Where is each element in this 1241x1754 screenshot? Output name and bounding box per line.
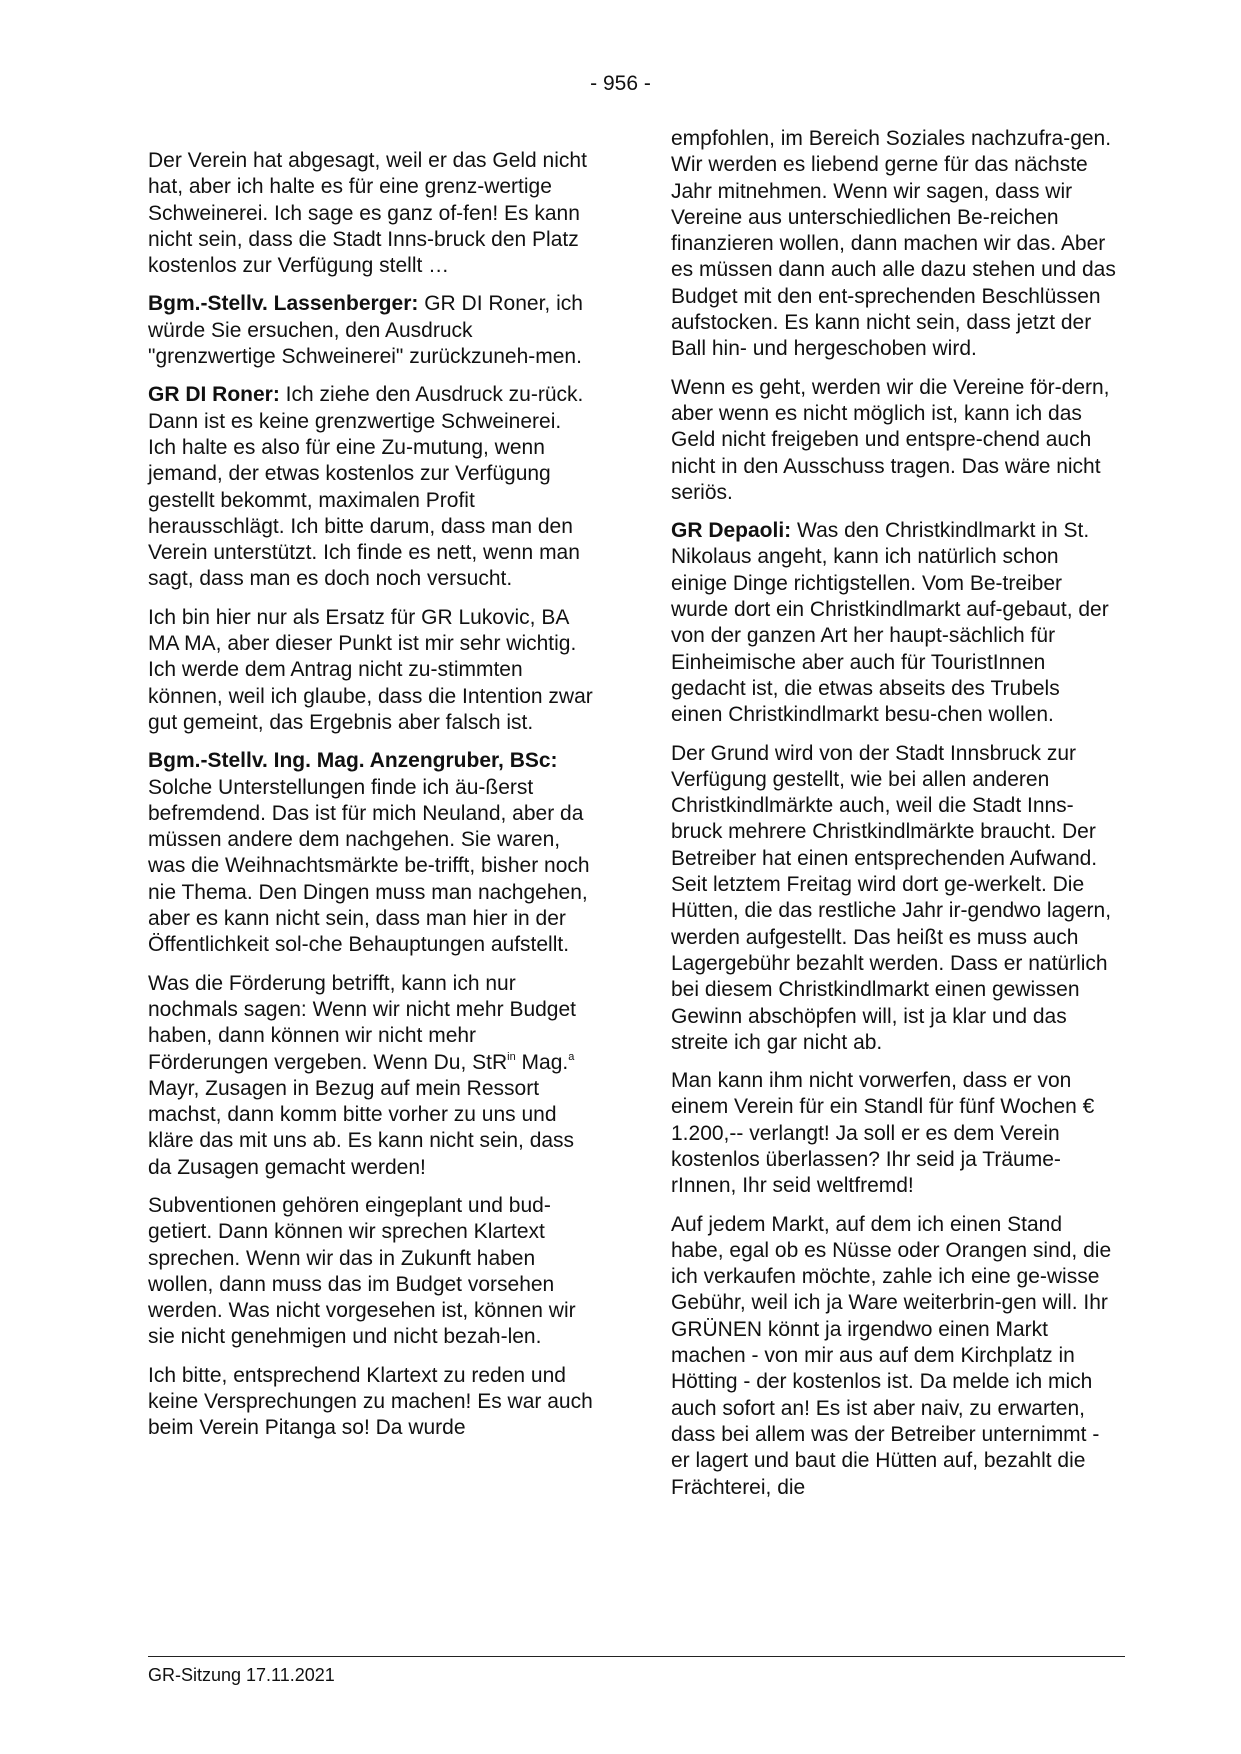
superscript: in xyxy=(507,1050,516,1063)
left-column xyxy=(148,148,593,1454)
paragraph xyxy=(671,518,1116,728)
superscript: a xyxy=(568,1050,575,1063)
paragraph xyxy=(148,291,593,370)
speaker-name: Bgm.-Stellv. Ing. Mag. Anzengruber, BSc: xyxy=(148,749,558,773)
footer-session-date: GR-Sitzung 17.11.2021 xyxy=(148,1665,335,1685)
text-run: Mayr, Zusagen in Bezug auf mein Ressort machst, dann komm bitte vorher zu uns und kläre das mit uns ab. Es kann nicht sein, dass da Zusagen gemacht werden! xyxy=(148,1076,575,1179)
paragraph: Man kann ihm nicht vorwerfen, dass er von einem Verein für ein Standl für fünf Wochen € 1.200,-- verlangt! Ja soll er es dem Verein kostenlos überlassen? Ihr seid ja Träume-rInnen, Ihr seid weltfremd! xyxy=(671,1069,1095,1198)
paragraph: Der Verein hat abgesagt, weil er das Geld nicht hat, aber ich halte es für eine grenz-wertige Schweinerei. Ich sage es ganz of-fen! Es kann nicht sein, dass die Stadt Inns-bruck den Platz kostenlos zur Verfügung stellt … xyxy=(148,149,587,278)
page-number: - 956 - xyxy=(590,72,651,95)
speech-text: Ich ziehe den Ausdruck zu-rück. Dann ist es keine grenzwertige Schweinerei. Ich halte es also für eine Zu-mutung, wenn jemand, der etwas kostenlos zur Verfügung gestellt bekommt, maximalen Profit herausschlägt. Ich bitte darum, dass man den Verein unterstützt. Ich finde es nett, wenn man sagt, dass man es doch noch versucht. xyxy=(148,383,584,591)
speech-text: GR DI Roner, ich würde Sie ersuchen, den Ausdruck "grenzwertige Schweinerei" zurückzuneh-men. xyxy=(148,292,583,369)
paragraph xyxy=(148,748,593,958)
speech-text: Solche Unterstellungen finde ich äu-ßerst befremdend. Das ist für mich Neuland, aber da müssen andere dem nachgehen. Sie waren, was die Weihnachtsmärkte be-trifft, bisher noch nie Thema. Den Dingen muss man nachgehen, aber es kann nicht sein, dass man hier in der Öffentlichkeit sol-che Behauptungen aufstellt. xyxy=(148,775,590,957)
paragraph: Der Grund wird von der Stadt Innsbruck zur Verfügung gestellt, wie bei allen anderen Christkindlmärkte auch, weil die Stadt Inns-bruck mehrere Christkindlmärkte braucht. Der Betreiber hat einen entsprechenden Aufwand. Seit letztem Freitag wird dort ge-werkelt. Die Hütten, die das restliche Jahr ir-gendwo lagern, werden aufgestellt. Das heißt es muss auch Lagergebühr bezahlt werden. Dass er natürlich bei diesem Christkindlmarkt einen gewissen Gewinn abschöpfen will, ist ja klar und das streite ich gar nicht ab. xyxy=(671,741,1112,1054)
text-run: Was die Förderung betrifft, kann ich nur nochmals sagen: Wenn wir nicht mehr Budget haben, dann können wir nicht mehr Förderungen vergeben. Wenn Du, StR xyxy=(148,971,576,1074)
speaker-name: GR DI Roner: xyxy=(148,383,280,407)
speaker-name: GR Depaoli: xyxy=(671,519,792,543)
paragraph: Wenn es geht, werden wir die Vereine för-dern, aber wenn es nicht möglich ist, kann ich das Geld nicht freigeben und entspre-chend auch nicht in den Ausschuss tragen. Das wäre nicht seriös. xyxy=(671,375,1110,504)
paragraph xyxy=(148,382,593,592)
speech-text: Was den Christkindlmarkt in St. Nikolaus angeht, kann ich natürlich schon einige Dinge richtigstellen. Vom Be-treiber wurde dort ein Christkindlmarkt auf-gebaut, der von der ganzen Art her haupt-sächlich für Einheimische aber auch für TouristInnen gedacht ist, die etwas abseits des Trubels einen Christkindlmarkt besu-chen wollen. xyxy=(671,519,1109,727)
footer-divider xyxy=(148,1656,1125,1657)
paragraph: Auf jedem Markt, auf dem ich einen Stand habe, egal ob es Nüsse oder Orangen sind, die ich verkaufen möchte, zahle ich eine ge-wisse Gebühr, weil ich ja Ware weiterbrin-gen will. Ihr GRÜNEN könnt ja irgendwo einen Markt machen - von mir aus auf dem Kirchplatz in Hötting - der kostenlos ist. Da melde ich mich auch sofort an! Es ist aber naiv, zu erwarten, dass bei allem was der Betreiber unternimmt - er lagert und baut die Hütten auf, bezahlt die Frächterei, die xyxy=(671,1212,1112,1499)
text-run: Mag. xyxy=(515,1050,569,1074)
speaker-name: Bgm.-Stellv. Lassenberger: xyxy=(148,292,419,316)
paragraph xyxy=(148,971,593,1181)
right-column xyxy=(671,126,1116,1513)
paragraph: empfohlen, im Bereich Soziales nachzufra-gen. Wir werden es liebend gerne für das nächste Jahr mitnehmen. Wenn wir sagen, dass wir Vereine aus unterschiedlichen Be-reichen finanzieren wollen, dann machen wir das. Aber es müssen dann auch alle dazu stehen und das Budget mit den ent-sprechenden Beschlüssen aufstocken. Es kann nicht sein, dass jetzt der Ball hin- und hergeschoben wird. xyxy=(671,127,1116,361)
paragraph: Subventionen gehören eingeplant und bud-getiert. Dann können wir sprechen Klartext sprechen. Wenn wir das in Zukunft haben wollen, dann muss das im Budget vorsehen werden. Was nicht vorgesehen ist, können wir sie nicht genehmigen und nicht bezah-len. xyxy=(148,1193,576,1349)
paragraph: Ich bitte, entsprechend Klartext zu reden und keine Versprechungen zu machen! Es war auch beim Verein Pitanga so! Da wurde xyxy=(148,1363,593,1440)
paragraph: Ich bin hier nur als Ersatz für GR Lukovic, BA MA MA, aber dieser Punkt ist mir sehr wichtig. Ich werde dem Antrag nicht zu-stimmten können, weil ich glaube, dass die Intention zwar gut gemeint, das Ergebnis aber falsch ist. xyxy=(148,605,593,734)
